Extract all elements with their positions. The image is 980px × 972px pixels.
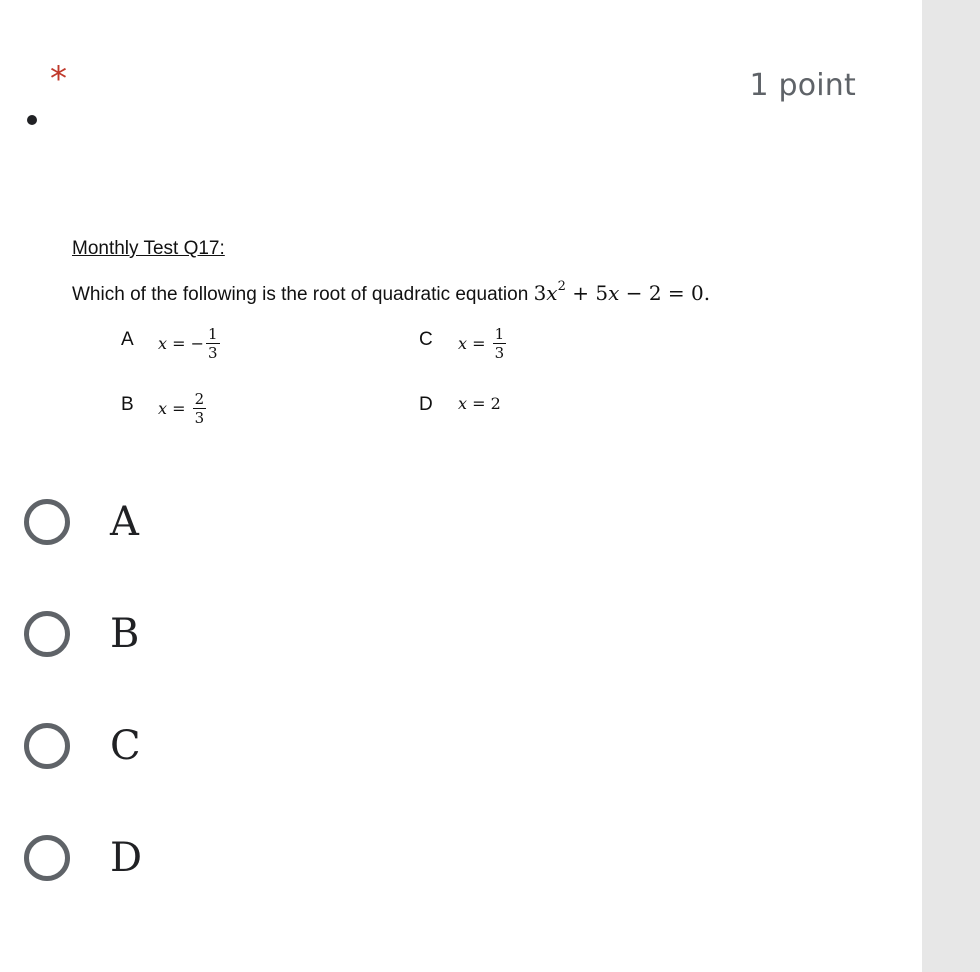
radio-button-d[interactable]: [24, 835, 70, 881]
choice-a-label[interactable]: A: [110, 499, 139, 545]
option-c-numerator: 1: [494, 325, 505, 343]
question-image: [72, 238, 832, 448]
choice-c[interactable]: [24, 718, 141, 774]
option-c-relation: =: [467, 334, 491, 353]
radio-button-a[interactable]: [24, 499, 70, 545]
radio-button-c[interactable]: [24, 723, 70, 769]
equation-mid: + 5: [565, 281, 609, 305]
option-b-var: x: [158, 399, 168, 418]
option-d-var: x: [458, 394, 468, 413]
question-bullet: [27, 115, 37, 125]
choice-c-label[interactable]: C: [110, 723, 141, 769]
image-option-a-expression: [158, 326, 220, 361]
image-option-c-letter: C: [419, 329, 433, 350]
image-option-d-letter: D: [419, 394, 433, 415]
radio-button-b[interactable]: [24, 611, 70, 657]
choice-b[interactable]: [24, 606, 139, 662]
option-c-var: x: [458, 334, 468, 353]
option-b-denominator: 3: [194, 409, 205, 427]
question-prompt-text: Which of the following is the root of quadratic equation: [72, 284, 529, 305]
option-d-relation: = 2: [467, 394, 501, 413]
image-option-c-expression: [458, 326, 506, 361]
question-heading: Monthly Test Q17:: [72, 238, 225, 259]
equation-lead: 3: [533, 281, 547, 305]
image-option-a-letter: A: [121, 329, 134, 350]
page-side-gutter: [922, 0, 980, 972]
option-a-relation: = −: [167, 334, 205, 353]
option-c-denominator: 3: [494, 344, 505, 362]
option-a-numerator: 1: [208, 325, 218, 343]
option-a-fraction: [206, 326, 220, 361]
equation-var2: x: [608, 281, 620, 305]
choice-a[interactable]: [24, 494, 139, 550]
choice-d[interactable]: [24, 830, 142, 886]
question-equation: [534, 281, 711, 305]
question-prompt: [72, 281, 710, 306]
choice-b-label[interactable]: B: [110, 611, 140, 657]
option-b-relation: =: [167, 399, 191, 418]
points-label: 1 point: [749, 68, 856, 103]
image-option-b-letter: B: [121, 394, 134, 415]
option-b-numerator: 2: [194, 390, 205, 408]
option-c-fraction: [493, 326, 507, 361]
option-b-fraction: [193, 391, 207, 426]
equation-var1: x: [546, 281, 558, 305]
image-option-b-expression: [158, 391, 206, 426]
choice-d-label[interactable]: D: [110, 835, 143, 881]
equation-exponent: 2: [557, 279, 566, 295]
option-a-var: x: [158, 334, 168, 353]
option-a-denominator: 3: [208, 344, 218, 362]
equation-tail: − 2 = 0.: [619, 281, 711, 305]
image-option-d-expression: [458, 394, 501, 413]
required-marker: *: [50, 59, 67, 99]
